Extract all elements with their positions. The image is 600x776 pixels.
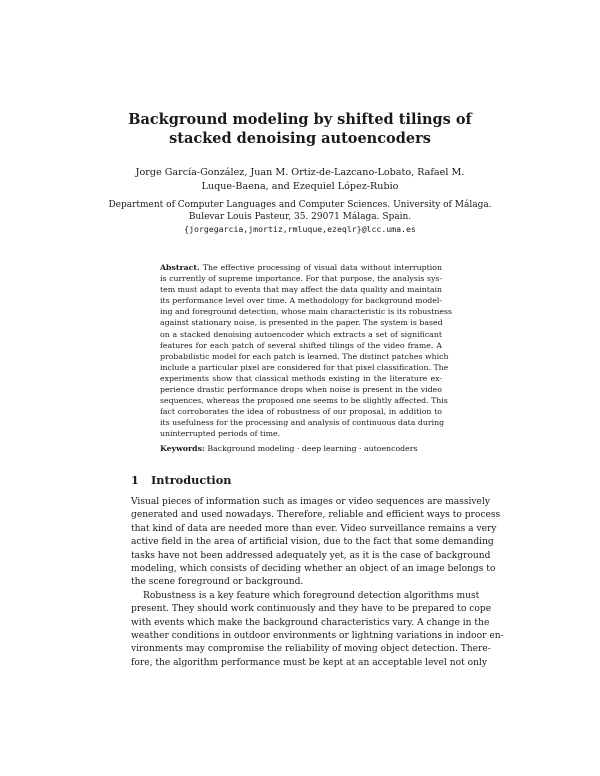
abstract-line: against stationary noise, is presented in the paper. The system is based (160, 318, 443, 328)
keywords (160, 443, 460, 454)
body-line: fore, the algorithm performance must be kept at an acceptable level not only (131, 657, 487, 668)
abstract-line: features for each patch of several shifted tilings of the video frame. A (160, 340, 442, 350)
body-line: active field in the area of artificial vision, due to the fact that some demanding (131, 537, 494, 548)
affiliation (0, 199, 600, 235)
body-line: weather conditions in outdoor environments or lightning variations in indoor en- (131, 631, 504, 642)
abstract-line: fact corroborates the idea of robustness of our proposal, in addition to (160, 407, 442, 417)
section-title: Introduction (151, 473, 232, 487)
body-text (131, 496, 504, 670)
section-heading (131, 473, 231, 487)
abstract-line: on a stacked denoising autoencoder which extracts a set of significant (160, 329, 442, 339)
abstract-label: Abstract. (160, 263, 200, 272)
title-line: stacked denoising autoencoders (169, 130, 431, 147)
keywords-label: Keywords: (160, 444, 205, 453)
body-line: with events which make the background characteristics vary. A change in the (131, 617, 490, 628)
abstract-line: sequences, whereas the proposed one seems to be slightly affected. This (160, 396, 448, 406)
abstract-line: tem must adapt to events that may affect the data quality and maintain (160, 285, 443, 295)
abstract-line: uninterrupted periods of time. (160, 429, 281, 439)
body-line: present. They should work continuously and they have to be prepared to cope (131, 604, 492, 615)
body-line: modeling, which consists of deciding whether an object of an image belongs to (131, 564, 496, 575)
abstract-text: The effective processing of visual data without interruption (202, 263, 442, 272)
title-line: Background modeling by shifted tilings of (128, 111, 472, 128)
keywords-text: Background modeling · deep learning · autoencoders (207, 444, 418, 453)
abstract-line: ing and foreground detection, whose main characteristic is its robustness (160, 307, 453, 317)
abstract (160, 262, 453, 440)
abstract-line: its performance level over time. A methodology for background model- (160, 296, 442, 306)
author-line: Luque-Baena, and Ezequiel López-Rubio (201, 181, 399, 192)
abstract-line (160, 262, 442, 273)
author-line: Jorge García-González, Juan M. Ortiz-de-Lazcano-Lobato, Rafael M. (135, 167, 465, 178)
affiliation-emails: {jorgegarcia,jmortiz,rmluque,ezeqlr}@lcc.uma.es (184, 224, 416, 234)
paper-title (0, 110, 600, 148)
body-line: generated and used nowadays. Therefore, reliable and efficient ways to process (131, 510, 501, 521)
section-number: 1 (131, 473, 139, 487)
affiliation-address: Bulevar Louis Pasteur, 35. 29071 Málaga. Spain. (188, 212, 412, 222)
abstract-line: perience drastic performance drops when noise is present in the video (160, 385, 442, 395)
abstract-line: include a particular pixel are considered for that pixel classification. The (160, 362, 449, 372)
body-line: the scene foreground or background. (131, 577, 304, 588)
body-line: tasks have not been addressed adequately yet, as it is the case of background (131, 550, 491, 561)
body-line: Robustness is a key feature which foreground detection algorithms must (143, 590, 480, 601)
body-line: vironments may compromise the reliability of moving object detection. There- (131, 644, 491, 655)
author-list (0, 166, 600, 194)
body-line: that kind of data are needed more than ever. Video surveillance remains a very (131, 523, 497, 534)
abstract-line: its usefulness for the processing and analysis of continuous data during (160, 418, 445, 428)
abstract-line: experiments show that classical methods existing in the literature ex- (160, 373, 442, 383)
abstract-line: probabilistic model for each patch is learned. The distinct patches which (160, 351, 449, 361)
affiliation-department: Department of Computer Languages and Computer Sciences. University of Málaga. (108, 200, 492, 210)
abstract-line: is currently of supreme importance. For that purpose, the analysis sys- (160, 274, 442, 284)
body-line: Visual pieces of information such as images or video sequences are massively (131, 497, 490, 507)
